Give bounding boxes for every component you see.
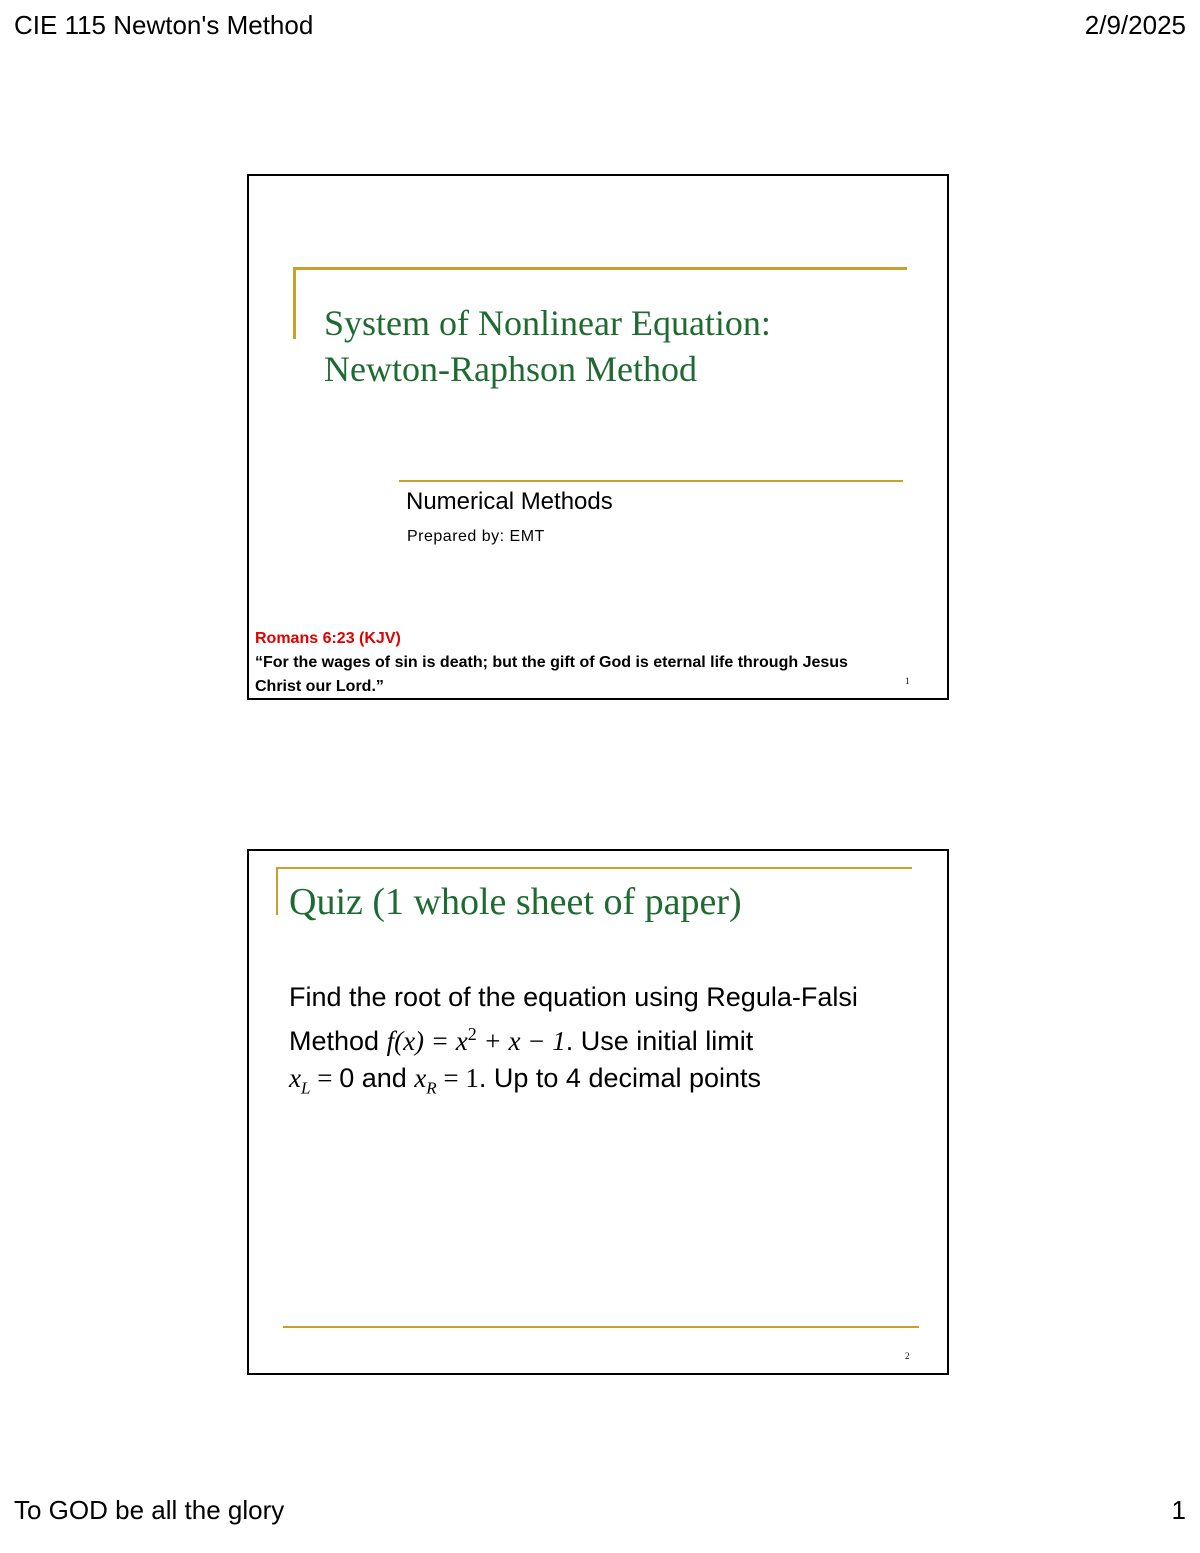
- exponent: 2: [467, 1024, 477, 1044]
- x-right-var: x: [414, 1063, 427, 1093]
- verse-reference: Romans 6:23 (KJV): [255, 630, 401, 647]
- x-left-var: x: [289, 1063, 301, 1093]
- slide-1-title-line2: Newton-Raphson Method: [324, 349, 697, 389]
- quiz-question: [289, 979, 858, 1106]
- initial-limit-text: . Use initial limit: [565, 1026, 754, 1056]
- slide-2-title: Quiz (1 whole sheet of paper): [289, 881, 742, 923]
- quiz-title-top-rule: [276, 867, 912, 869]
- title-top-rule: [293, 267, 907, 270]
- quiz-title-left-rule: [276, 867, 278, 915]
- quiz-bottom-rule: [283, 1326, 919, 1328]
- decimal-text: . Up to 4 decimal points: [478, 1063, 762, 1093]
- x-right-sub: R: [426, 1078, 437, 1098]
- verse-text: [255, 651, 848, 699]
- slide-1-number: 1: [905, 676, 910, 686]
- method-word: Method: [289, 1026, 380, 1056]
- verse-line2: Christ our Lord.”: [255, 678, 384, 695]
- slide-2: [247, 849, 949, 1375]
- equation-lhs: = x: [424, 1026, 468, 1056]
- slide-1: [247, 174, 949, 700]
- title-left-rule: [293, 267, 296, 339]
- page-header-title: CIE 115 Newton's Method: [14, 10, 314, 40]
- page-number: 1: [1171, 1495, 1186, 1525]
- and-word: and: [354, 1063, 415, 1093]
- question-line1: Find the root of the equation using Regula-Falsi: [289, 982, 858, 1012]
- x-right-eq: = 1: [436, 1063, 479, 1093]
- question-line3: [289, 1060, 858, 1106]
- x-left-eq: =: [310, 1063, 340, 1093]
- page-header-date: 2/9/2025: [1084, 10, 1186, 40]
- slide-1-title: [324, 300, 771, 392]
- subtitle-rule: [399, 480, 903, 482]
- page-footer-text: To GOD be all the glory: [14, 1495, 285, 1525]
- equation-rhs: + x − 1: [476, 1026, 566, 1056]
- x-left-sub: L: [300, 1078, 311, 1098]
- x-left-val: 0: [339, 1063, 355, 1093]
- slide-1-title-line1: System of Nonlinear Equation:: [324, 303, 771, 343]
- slide-1-subtitle: Numerical Methods: [406, 488, 613, 515]
- slide-2-number: 2: [905, 1351, 910, 1361]
- question-line2: [289, 1016, 858, 1060]
- verse-line1: “For the wages of sin is death; but the gift of God is eternal life through Jesus: [255, 654, 848, 671]
- function-label: f(x): [386, 1026, 425, 1056]
- prepared-by: Prepared by: EMT: [407, 528, 545, 545]
